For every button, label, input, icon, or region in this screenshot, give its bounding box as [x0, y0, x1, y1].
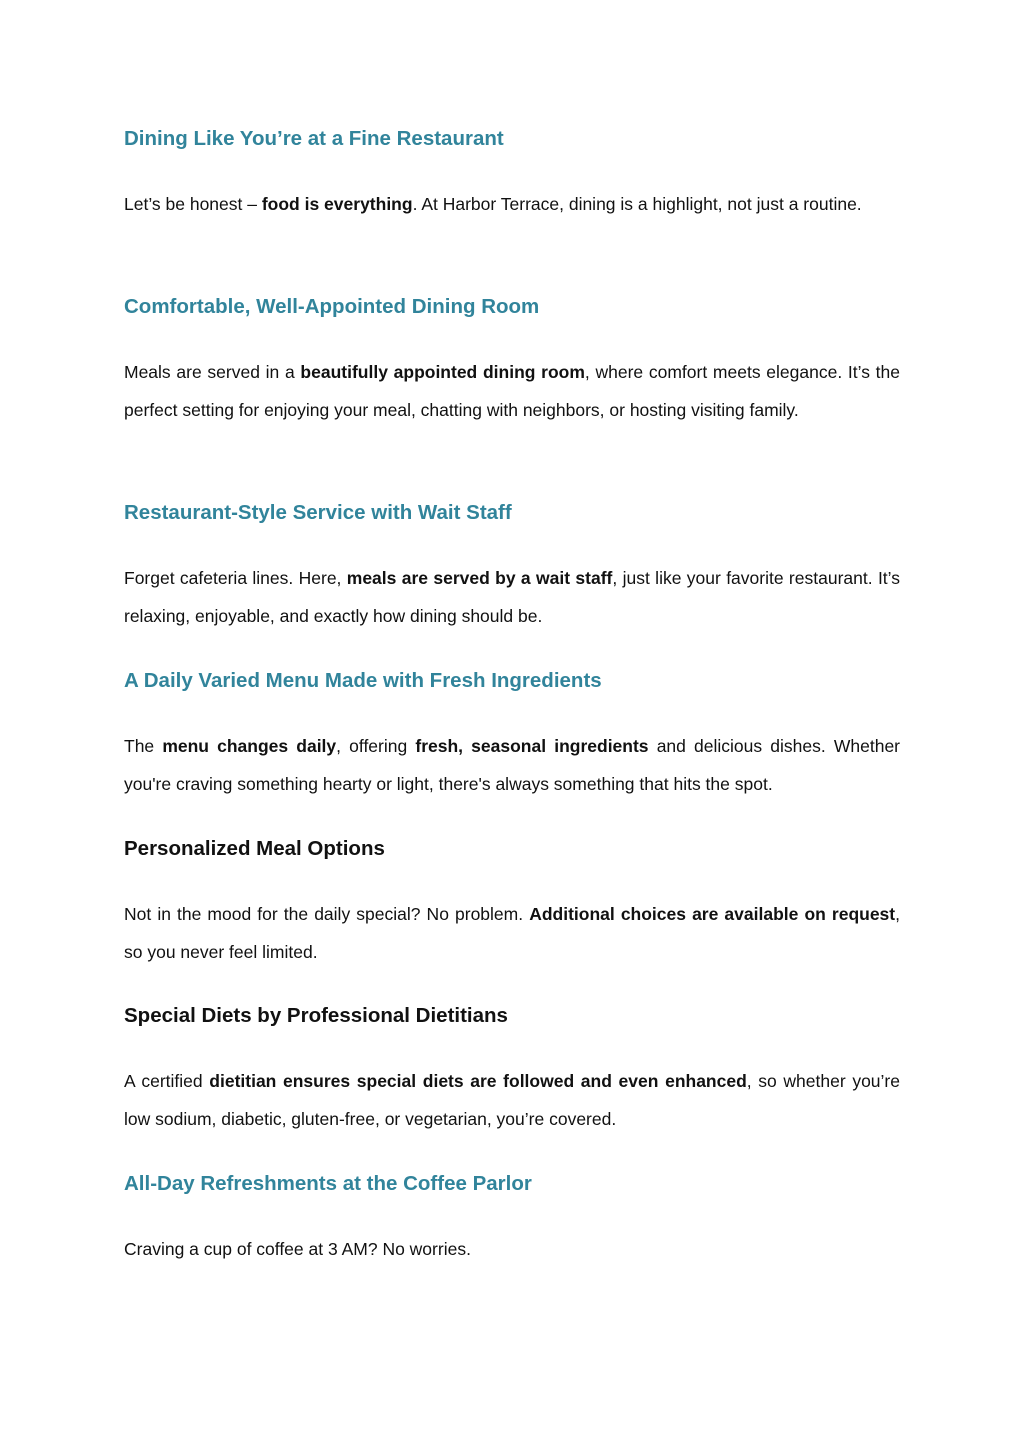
section-heading-fine-dining: Dining Like You’re at a Fine Restaurant: [124, 127, 504, 150]
section-heading-coffee-parlor: All-Day Refreshments at the Coffee Parlor: [124, 1172, 532, 1195]
text-run: , so you never feel limited.: [124, 904, 900, 962]
section-paragraph-special-diets: [124, 1063, 900, 1138]
text-run: Craving a cup of coffee at 3 AM? No worries.: [124, 1239, 471, 1259]
text-run: , offering: [336, 736, 416, 756]
section-paragraph-fine-dining: [124, 186, 900, 224]
text-run: Not in the mood for the daily special? No problem.: [124, 904, 530, 924]
section-heading-daily-menu: A Daily Varied Menu Made with Fresh Ingredients: [124, 669, 602, 692]
bold-text-run: meals are served by a wait staff: [346, 568, 613, 588]
text-run: . At Harbor Terrace, dining is a highlight, not just a routine.: [412, 194, 862, 214]
section-paragraph-dining-room: [124, 354, 900, 429]
section-paragraph-meal-options: [124, 896, 900, 971]
bold-text-run: beautifully appointed dining room: [300, 362, 585, 382]
section-heading-meal-options: Personalized Meal Options: [124, 837, 385, 860]
bold-text-run: menu changes daily: [162, 736, 337, 756]
bold-text-run: dietitian ensures special diets are followed and even enhanced: [209, 1071, 747, 1091]
text-run: The: [124, 736, 163, 756]
section-paragraph-wait-staff: [124, 560, 900, 635]
text-run: Let’s be honest –: [124, 194, 262, 214]
section-heading-special-diets: Special Diets by Professional Dietitians: [124, 1004, 508, 1027]
bold-text-run: fresh, seasonal ingredients: [415, 736, 649, 756]
text-run: and delicious dishes. Whether you're craving something hearty or light, there's always something that hits the spot.: [124, 736, 901, 794]
text-run: , so whether you’re low sodium, diabetic, gluten-free, or vegetarian, you’re covered.: [124, 1071, 900, 1129]
text-run: , where comfort meets elegance. It’s the perfect setting for enjoying your meal, chatting with neighbors, or hosting visiting family.: [124, 362, 900, 420]
text-run: Forget cafeteria lines. Here,: [124, 568, 347, 588]
section-heading-wait-staff: Restaurant-Style Service with Wait Staff: [124, 501, 512, 524]
text-run: , just like your favorite restaurant. It’s relaxing, enjoyable, and exactly how dining should be.: [124, 568, 900, 626]
section-heading-dining-room: Comfortable, Well-Appointed Dining Room: [124, 295, 540, 318]
bold-text-run: Additional choices are available on request: [529, 904, 896, 924]
bold-text-run: food is everything: [261, 194, 413, 214]
text-run: A certified: [124, 1071, 210, 1091]
section-paragraph-daily-menu: [124, 728, 900, 803]
text-run: Meals are served in a: [124, 362, 301, 382]
section-paragraph-coffee-parlor: [124, 1231, 900, 1269]
